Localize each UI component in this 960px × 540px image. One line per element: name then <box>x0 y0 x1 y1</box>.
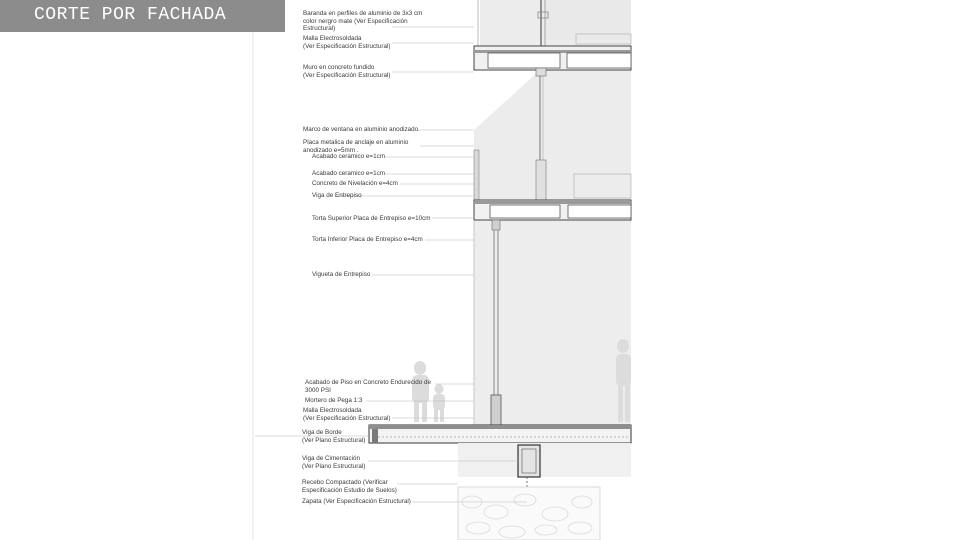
annotation-malla-bottom: Malla Electrosoldada (Ver Especificación Estructural) <box>303 407 391 422</box>
annotation-recebo: Recebo Compactado (Verificar Especificación Estudio de Suelos) <box>302 479 397 494</box>
annotation-acabado-2: Acabado ceramico e=1cm <box>312 170 385 177</box>
annotation-nivelacion: Concreto de Nivelación e=4cm <box>312 180 398 187</box>
annotation-zapata: Zapata (Ver Especificación Estructural) <box>302 498 411 505</box>
terrain-band <box>458 443 631 477</box>
annotation-malla-top: Malla Electrosoldada (Ver Especificación Estructural) <box>303 35 391 50</box>
annotation-placa: Placa metalica de anclaje en aluminio anodizado e=5mm . <box>303 139 409 154</box>
annotation-acabado-piso: Acabado de Piso en Concreto Endurecido de 3000 PSI <box>305 379 432 394</box>
annotation-acabado-1: Acabado ceramico e=1cm <box>312 153 385 160</box>
footing <box>458 487 600 540</box>
ground-slab <box>369 425 631 443</box>
annotation-vigueta: Vigueta de Entrepiso <box>312 271 371 278</box>
annotation-viga-cimentacion: Viga de Cimentación (Ver Plano Estructural) <box>302 455 366 470</box>
annotation-viga-entrepiso: Viga de Entrepiso <box>312 192 362 199</box>
annotation-viga-borde: Viga de Borde (Ver Plano Estructural) <box>302 429 366 444</box>
page-title: CORTE POR FACHADA <box>34 5 227 25</box>
title-band <box>0 0 285 32</box>
annotation-mortero: Mortero de Pega 1:3 <box>305 397 363 404</box>
annotation-torta-superior: Torta Superior Placa de Entrepiso e=10cm <box>312 215 431 222</box>
annotation-baranda: Baranda en perfiles de aluminio de 3x3 cm color nergro mate (Ver Especificación Estructural) <box>303 10 423 33</box>
annotation-marco: Marco de ventana en aluminio anodizado. <box>303 126 420 133</box>
annotation-muro: Muro en concreto fundido (Ver Especificación Estructural) <box>303 64 391 79</box>
annotation-torta-inferior: Torta Inferior Placa de Entrepiso e=4cm <box>312 236 423 243</box>
